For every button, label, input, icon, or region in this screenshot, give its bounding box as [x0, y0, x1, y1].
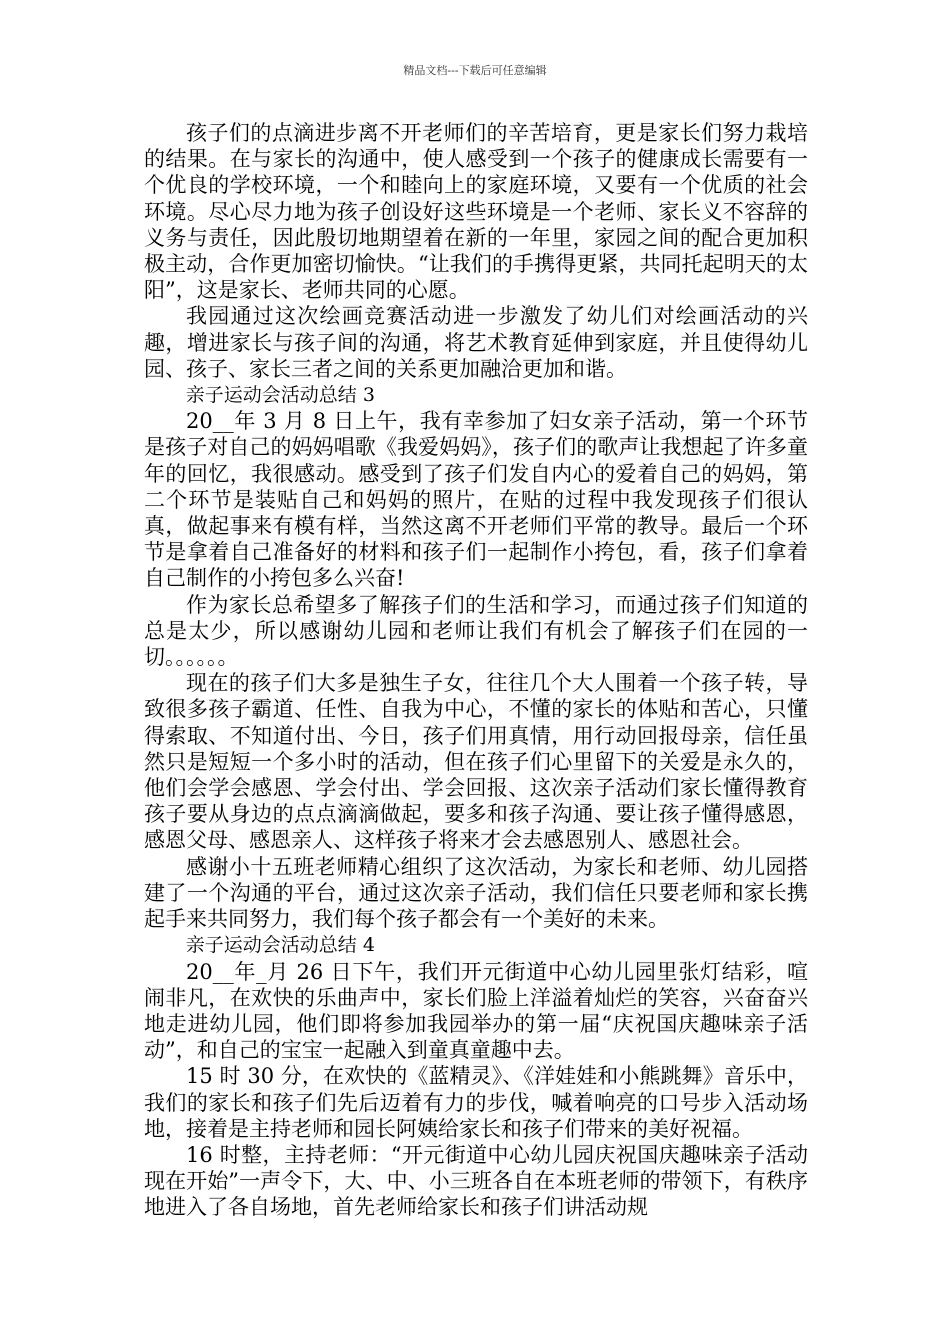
section-heading: 亲子运动会活动总结 4	[185, 934, 375, 957]
document-body	[144, 120, 808, 1221]
paragraph: 作为家长总希望多了解孩子们的生活和学习，而通过孩子们知道的总是太少，所以感谢幼儿园和老师让我们有机会了解孩子们在园的一切。。。。。。	[144, 592, 808, 670]
page-header: 精品文档---下载后可任意编辑	[403, 64, 547, 77]
paragraph: 20__年 3 月 8 日上午，我有幸参加了妇女亲子活动，第一个环节是孩子对自己的妈妈唱歌《我爱妈妈》，孩子们的歌声让我想起了许多童年的回忆，我很感动。感受到了孩子们发自内心的爱着自己的妈妈，第二个环节是装贴自己和妈妈的照片，在贴的过程中我发现孩子们很认真，做起事来有模有样，当然这离不开老师们平常的教导。最后一个环节是拿着自己准备好的材料和孩子们一起制作小挎包，看，孩子们拿着自己制作的小挎包多么兴奋!	[144, 409, 808, 591]
paragraph: 16 时整，主持老师：“开元街道中心幼儿园庆祝国庆趣味亲子活动现在开始”一声令下，大、中、小三班各自在本班老师的带领下，有秩序地进入了各自场地，首先老师给家长和孩子们讲活动规	[144, 1142, 808, 1220]
paragraph: 15 时 30 分，在欢快的《蓝精灵》、《洋娃娃和小熊跳舞》音乐中，我们的家长和孩子们先后迈着有力的步伐，喊着响亮的口号步入活动场地，接着是主持老师和园长阿姨给家长和孩子们带来的美好祝福。	[144, 1064, 808, 1141]
paragraph: 20__年_月 26 日下午，我们开元街道中心幼儿园里张灯结彩，喧闹非凡，在欢快的乐曲声中，家长们脸上洋溢着灿烂的笑容，兴奋奋兴地走进幼儿园，他们即将参加我园举办的第一届“庆祝国庆趣味亲子活动”，和自己的宝宝一起融入到童真童趣中去。	[144, 959, 808, 1063]
paragraph: 感谢小十五班老师精心组织了这次活动，为家长和老师、幼儿园搭建了一个沟通的平台，通过这次亲子活动，我们信任只要老师和家长携起手来共同努力，我们每个孩子都会有一个美好的未来。	[144, 854, 808, 932]
section-heading: 亲子运动会活动总结 3	[185, 384, 375, 407]
paragraph: 孩子们的点滴进步离不开老师们的辛苦培育，更是家长们努力栽培的结果。在与家长的沟通中，使人感受到一个孩子的健康成长需要有一个优良的学校环境，一个和睦向上的家庭环境，又要有一个优质的社会环境。尽心尽力地为孩子创设好这些环境是一个老师、家长义不容辞的义务与责任，因此殷切地期望着在新的一年里，家园之间的配合更加积极主动，合作更加密切愉快。“让我们的手携得更紧，共同托起明天的太阳”，这是家长、老师共同的心愿。	[144, 121, 808, 303]
paragraph: 现在的孩子们大多是独生子女，往往几个大人围着一个孩子转，导致很多孩子霸道、任性、自我为中心，不懂的家长的体贴和苦心，只懂得索取、不知道付出、今日，孩子们用真情，用行动回报母亲，信任虽然只是短短一个多小时的活动，但在孩子们心里留下的关爱是永久的，他们会学会感恩、学会付出、学会回报、这次亲子活动们家长懂得教育孩子要从身边的点点滴滴做起，要多和孩子沟通、要让孩子懂得感恩，感恩父母、感恩亲人、这样孩子将来才会去感恩别人、感恩社会。	[144, 671, 808, 853]
paragraph: 我园通过这次绘画竞赛活动进一步激发了幼儿们对绘画活动的兴趣，增进家长与孩子间的沟通，将艺术教育延伸到家庭，并且使得幼儿园、孩子、家长三者之间的关系更加融洽更加和谐。	[144, 304, 808, 381]
